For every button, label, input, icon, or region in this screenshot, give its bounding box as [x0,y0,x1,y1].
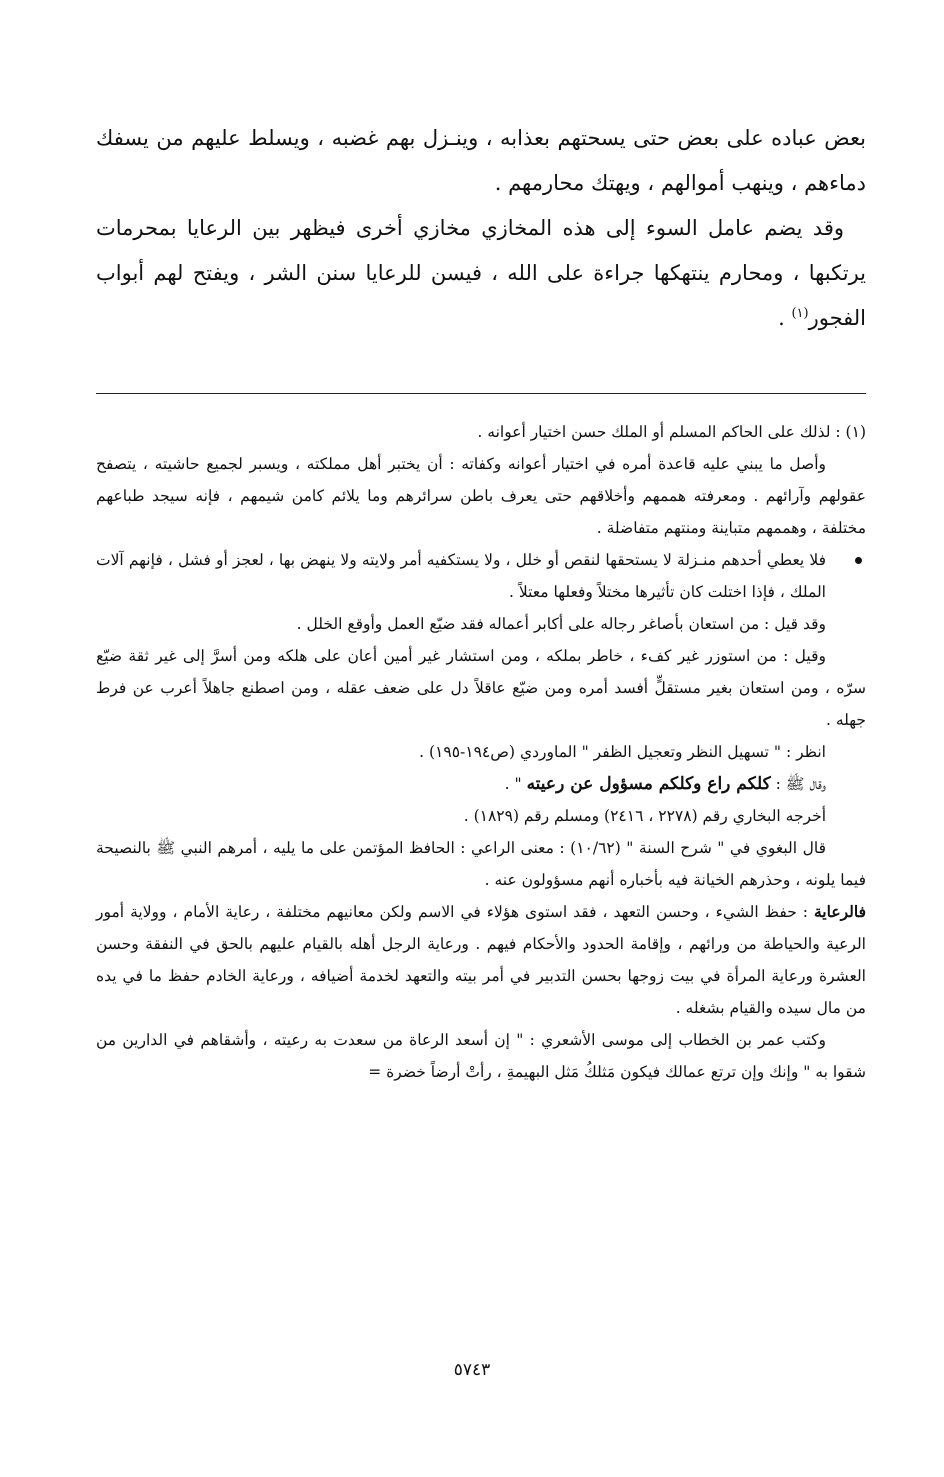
main-text [96,116,866,341]
hadith-text: كلكم راع وكلكم مسؤول عن رعيته [526,774,771,794]
footnote-paragraph [96,896,866,1024]
bullet-icon [855,557,862,564]
footnote-reference-source: انظر : " تسهيل النظر وتعجيل الظفر " الماوردي (ص١٩٤-١٩٥) . [419,743,826,761]
footnote-paragraph-text: : حفظ الشيء ، وحسن التعهد ، فقد استوى هؤلاء في الاسم ولكن معانيهم مختلفة ، رعاية الأمام ، وولاية أمور الرعية والحياطة من ورائهم ، وإقامة الحدود والأحكام فيهم . ورعاية الرجل أهله بالقيام عليهم بالحق في النفقة وحسن العشرة ورعاية المرأة في بيت زوجها بحسن التدبير في أمر بيته والتعهد لخدمة أضيافه ، ورعاية الخادم حفظ ما في يده من مال سيده والقيام بشغله . [96,903,866,1017]
main-paragraph-2-end: . [778,306,792,330]
page-number: ٥٧٤٣ [453,1360,491,1380]
footnote-paragraph: قال البغوي في " شرح السنة " (١٠/٦٢) : معنى الراعي : الحافظ المؤتمن على ما يليه ، أمرهم النبي ﷺ بالنصيحة فيما يلونه ، وحذرهم الخيانة فيه بأخباره أنهم مسؤولون عنه . [96,839,866,889]
footnote-paragraph: وقد قيل : من استعان بأصاغر رجاله على أكابر أعماله فقد ضيّع العمل وأوقع الخلل . [296,615,826,633]
footnote-hadith-line [96,768,866,800]
hadith-intro: وقال ﷺ : [770,775,826,793]
footnote-bullet-item [96,544,866,608]
footnotes [96,416,866,1088]
footnote-paragraph: وقيل : من استوزر غير كفء ، خاطر بملكه ، ومن استشار غير أمين أعان على هلكه ومن أسرَّ إلى غير ثقة ضيّع سرّه ، ومن استعان بغير مستقلٍّ أفسد أمره ومن ضيّع عاقلاً دل على ضعف عقله ، ومن اصطنع جاهلاً أعرب عن فرط جهله . [96,647,866,729]
footnote-takhrij: أخرجه البخاري رقم (٢٢٧٨ ، ٢٤١٦) ومسلم رقم (١٨٢٩) . [463,807,826,825]
main-paragraph-1: بعض عباده على بعض حتى يسحتهم بعذابه ، وينـزل بهم غضبه ، ويسلط عليهم من يسفك دماءهم ، وينهب أموالهم ، ويهتك محارمهم . [96,126,866,195]
main-paragraph-2 [96,206,866,341]
footnote-reference[interactable]: (١) [791,306,809,321]
footnote-paragraph: وكتب عمر بن الخطاب إلى موسى الأشعري : " إن أسعد الرعاة من سعدت به رعيته ، وأشقاهم في الدارين من شقوا به " وإنك وإن ترتع عمالك فيكون مَثلكُ مَثل البهيمةِ ، رأتْ أرضاً خضرة = [96,1031,866,1081]
footnote-1-heading: (١) : لذلك على الحاكم المسلم أو الملك حسن اختيار أعوانه . [477,423,866,441]
bold-term: فالرعاية [813,902,866,921]
footnote-paragraph: وأصل ما يبني عليه قاعدة أمره في اختيار أعوانه وكفاته : أن يختبر أهل مملكته ، ويسبر لجميع حاشيته ، يتصفح عقولهم وآرائهم . ومعرفته هممهم وأخلاقهم حتى يعرف باطن سرائرهم وما يلائم كامن شيمهم ، فإنه سيجد طباعهم مختلفة ، وهممهم متباينة ومنتهم متفاضلة . [96,455,866,537]
hadith-end: " . [504,775,527,793]
bullet-text: فلا يعطي أحدهم منـزلة لا يستحقها لنقص أو خلل ، ولا يستكفيه أمر ولايته ولا ينهض بها ، لعجز أو فشل ، فإنهم آلات الملك ، فإذا اختلت كان تأثيرها مختلاً وفعلها معتلاً . [96,551,826,601]
footnote-separator [96,393,866,394]
main-paragraph-2-text: وقد يضم عامل السوء إلى هذه المخازي مخازي أخرى فيظهر بين الرعايا بمحرمات يرتكبها ، ومحارم ينتهكها جراءة على الله ، فيسن للرعايا سنن الشر ، ويفتح لهم أبواب الفجور [96,216,866,330]
